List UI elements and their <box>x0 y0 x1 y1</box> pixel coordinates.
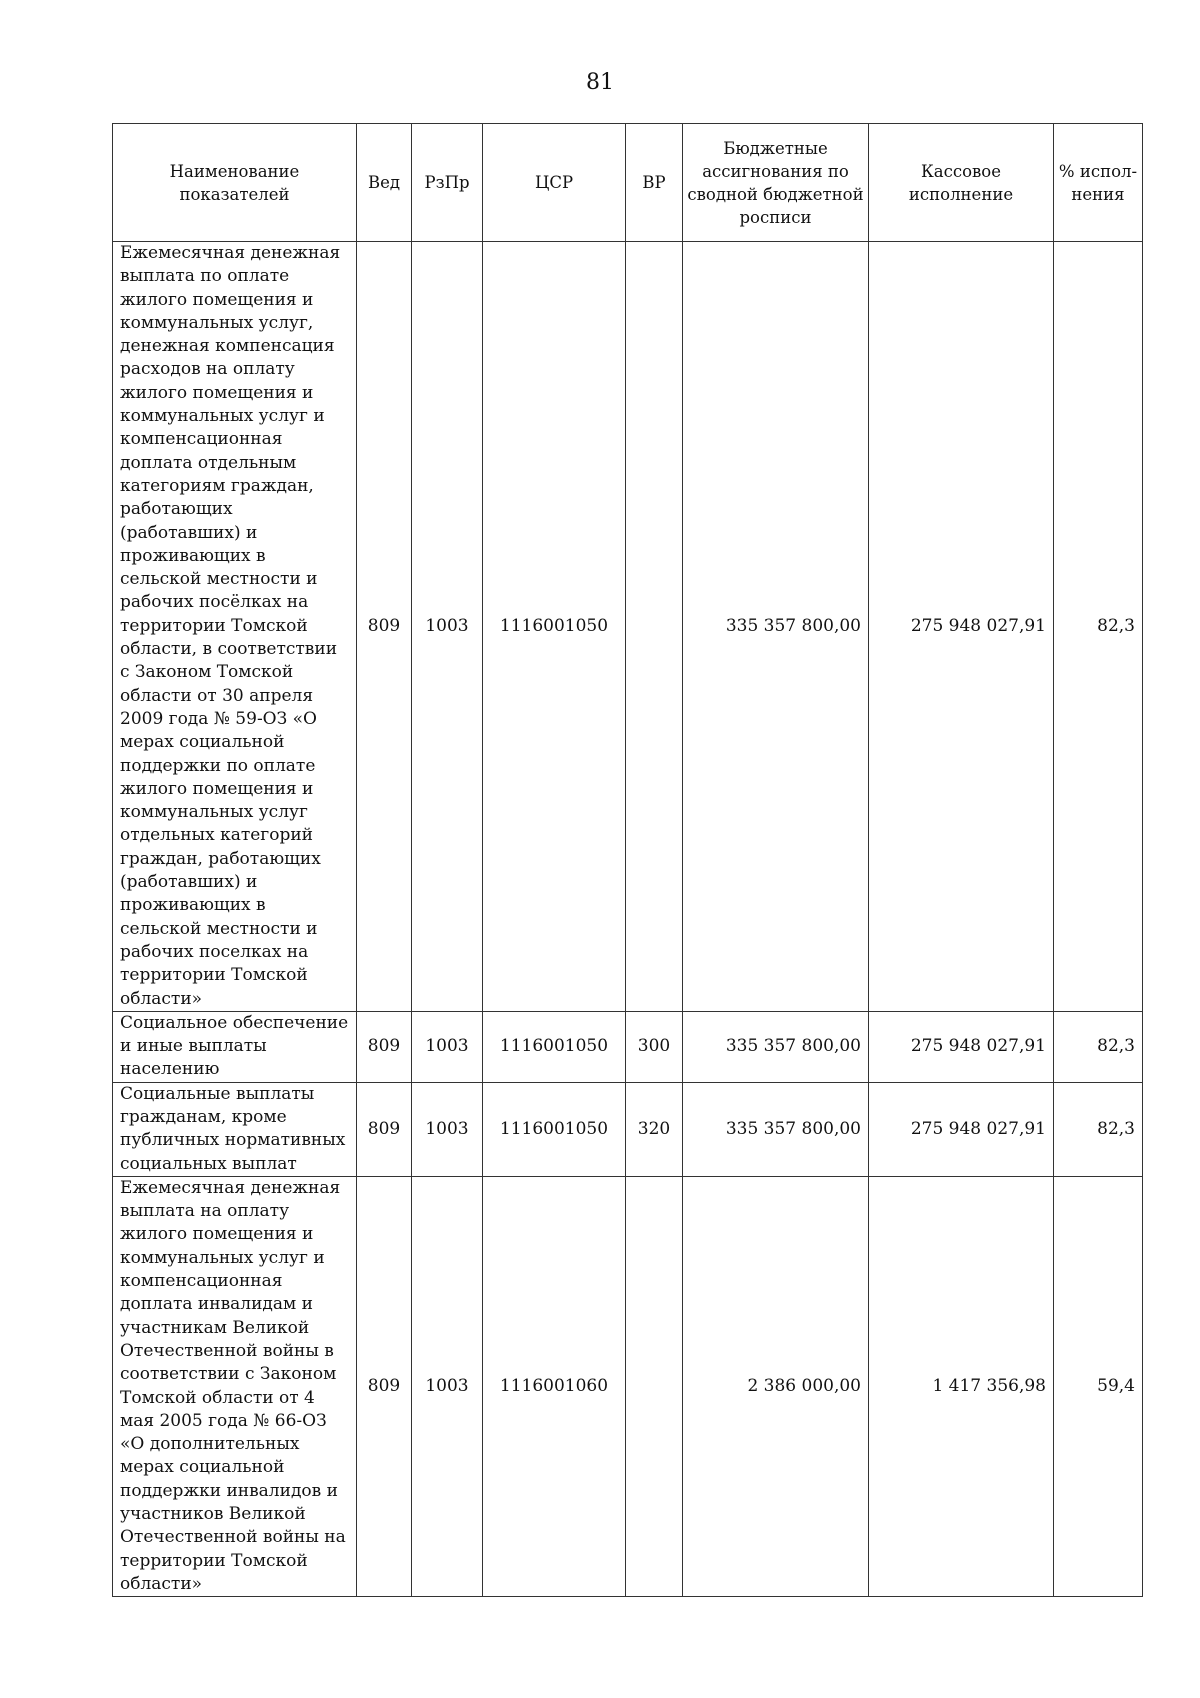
row-executed: 275 948 027,91 <box>869 242 1054 1012</box>
table-row <box>113 1011 1143 1082</box>
row-csr: 1116001060 <box>483 1176 626 1596</box>
row-percent: 82,3 <box>1054 1082 1143 1176</box>
budget-table <box>112 123 1143 1597</box>
row-percent: 82,3 <box>1054 242 1143 1012</box>
row-assigned: 335 357 800,00 <box>683 1011 869 1082</box>
row-percent: 82,3 <box>1054 1011 1143 1082</box>
header-name: Наименование показателей <box>113 124 357 242</box>
row-name: Ежемесячная денежная выплата на оплату жилого помещения и коммунальных услуг и компенсационная доплата инвалидам и участникам Великой Отечественной войны в соответствии с Законом Томской области от 4 мая 2005 года № 66-ОЗ «О дополнительных мерах социальной поддержки инвалидов и участников Великой Отечественной войны на территории Томской области» <box>113 1176 357 1596</box>
page-number: 81 <box>586 70 614 95</box>
row-vr: 300 <box>626 1011 683 1082</box>
table-row <box>113 1176 1143 1596</box>
row-rzpr: 1003 <box>412 1082 483 1176</box>
header-rzpr: РзПр <box>412 124 483 242</box>
row-assigned: 2 386 000,00 <box>683 1176 869 1596</box>
row-name: Социальные выплаты гражданам, кроме публичных нормативных социальных выплат <box>113 1082 357 1176</box>
row-ved: 809 <box>357 1176 412 1596</box>
row-executed: 1 417 356,98 <box>869 1176 1054 1596</box>
row-rzpr: 1003 <box>412 242 483 1012</box>
header-row <box>113 124 1143 242</box>
table-row <box>113 242 1143 1012</box>
row-csr: 1116001050 <box>483 242 626 1012</box>
header-vr: ВР <box>626 124 683 242</box>
table-row <box>113 1082 1143 1176</box>
row-ved: 809 <box>357 1082 412 1176</box>
row-vr <box>626 242 683 1012</box>
row-executed: 275 948 027,91 <box>869 1082 1054 1176</box>
header-assigned: Бюджетные ассигнования по сводной бюджетной росписи <box>683 124 869 242</box>
row-assigned: 335 357 800,00 <box>683 242 869 1012</box>
header-percent: % испол-нения <box>1054 124 1143 242</box>
row-rzpr: 1003 <box>412 1176 483 1596</box>
row-ved: 809 <box>357 1011 412 1082</box>
row-assigned: 335 357 800,00 <box>683 1082 869 1176</box>
row-ved: 809 <box>357 242 412 1012</box>
row-vr: 320 <box>626 1082 683 1176</box>
row-executed: 275 948 027,91 <box>869 1011 1054 1082</box>
row-vr <box>626 1176 683 1596</box>
header-csr: ЦСР <box>483 124 626 242</box>
header-executed: Кассовое исполнение <box>869 124 1054 242</box>
row-name: Ежемесячная денежная выплата по оплате жилого помещения и коммунальных услуг, денежная компенсация расходов на оплату жилого помещения и коммунальных услуг и компенсационная доплата отдельным категориям граждан, работающих (работавших) и проживающих в сельской местности и рабочих посёлках на территории Томской области, в соответствии с Законом Томской области от 30 апреля 2009 года № 59-ОЗ «О мерах социальной поддержки по оплате жилого помещения и коммунальных услуг отдельных категорий граждан, работающих (работавших) и проживающих в сельской местности и рабочих поселках на территории Томской области» <box>113 242 357 1012</box>
row-name: Социальное обеспечение и иные выплаты населению <box>113 1011 357 1082</box>
row-rzpr: 1003 <box>412 1011 483 1082</box>
row-csr: 1116001050 <box>483 1011 626 1082</box>
row-csr: 1116001050 <box>483 1082 626 1176</box>
row-percent: 59,4 <box>1054 1176 1143 1596</box>
header-ved: Вед <box>357 124 412 242</box>
